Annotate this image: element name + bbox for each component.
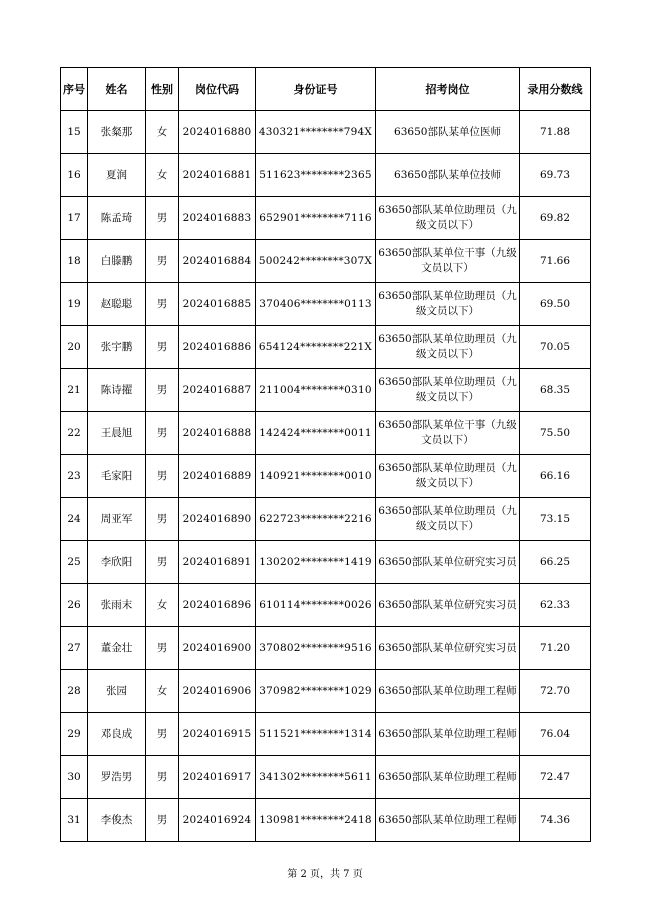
cell-index: 28 <box>61 670 88 713</box>
header-index: 序号 <box>61 68 88 111</box>
cell-post-code: 2024016917 <box>179 756 256 799</box>
cell-post-code: 2024016891 <box>179 541 256 584</box>
cell-index: 29 <box>61 713 88 756</box>
cell-index: 19 <box>61 283 88 326</box>
cell-score: 75.50 <box>520 412 591 455</box>
cell-index: 27 <box>61 627 88 670</box>
table-row <box>61 799 591 842</box>
header-post-code: 岗位代码 <box>179 68 256 111</box>
cell-id-number: 500242********307X <box>256 240 376 283</box>
cell-post: 63650部队某单位助理员（九级文员以下） <box>376 369 520 412</box>
cell-post: 63650部队某单位医师 <box>376 111 520 154</box>
page-footer: 第 2 页，共 7 页 <box>287 869 363 880</box>
cell-id-number: 652901********7116 <box>256 197 376 240</box>
cell-score: 71.20 <box>520 627 591 670</box>
cell-post: 63650部队某单位研究实习员 <box>376 584 520 627</box>
cell-name: 董金壮 <box>88 627 146 670</box>
cell-index: 31 <box>61 799 88 842</box>
cell-name: 王晨旭 <box>88 412 146 455</box>
cell-score: 69.73 <box>520 154 591 197</box>
table-row <box>61 713 591 756</box>
cell-gender: 女 <box>146 670 179 713</box>
cell-post: 63650部队某单位技师 <box>376 154 520 197</box>
cell-score: 70.05 <box>520 326 591 369</box>
cell-post: 63650部队某单位助理工程师 <box>376 713 520 756</box>
cell-post-code: 2024016880 <box>179 111 256 154</box>
cell-index: 25 <box>61 541 88 584</box>
table-row <box>61 369 591 412</box>
cell-index: 17 <box>61 197 88 240</box>
cell-post-code: 2024016887 <box>179 369 256 412</box>
cell-post-code: 2024016900 <box>179 627 256 670</box>
table-row <box>61 455 591 498</box>
cell-post-code: 2024016889 <box>179 455 256 498</box>
cell-gender: 男 <box>146 412 179 455</box>
table-row <box>61 756 591 799</box>
cell-index: 30 <box>61 756 88 799</box>
cell-name: 赵聪聪 <box>88 283 146 326</box>
cell-index: 24 <box>61 498 88 541</box>
cell-name: 白滕鹏 <box>88 240 146 283</box>
cell-post-code: 2024016884 <box>179 240 256 283</box>
cell-score: 66.25 <box>520 541 591 584</box>
cell-post-code: 2024016890 <box>179 498 256 541</box>
cell-id-number: 211004********0310 <box>256 369 376 412</box>
cell-id-number: 511623********2365 <box>256 154 376 197</box>
cell-id-number: 610114********0026 <box>256 584 376 627</box>
table-body <box>61 111 591 842</box>
cell-post: 63650部队某单位助理员（九级文员以下） <box>376 197 520 240</box>
cell-id-number: 370982********1029 <box>256 670 376 713</box>
cell-score: 69.50 <box>520 283 591 326</box>
cell-gender: 男 <box>146 240 179 283</box>
cell-id-number: 622723********2216 <box>256 498 376 541</box>
header-post: 招考岗位 <box>376 68 520 111</box>
cell-name: 陈孟琦 <box>88 197 146 240</box>
cell-gender: 女 <box>146 154 179 197</box>
cell-index: 26 <box>61 584 88 627</box>
cell-post-code: 2024016888 <box>179 412 256 455</box>
header-id-number: 身份证号 <box>256 68 376 111</box>
cell-id-number: 140921********0010 <box>256 455 376 498</box>
cell-gender: 男 <box>146 627 179 670</box>
cell-name: 罗浩男 <box>88 756 146 799</box>
cell-score: 71.88 <box>520 111 591 154</box>
cell-post: 63650部队某单位助理员（九级文员以下） <box>376 498 520 541</box>
cell-gender: 男 <box>146 756 179 799</box>
cell-name: 张雨末 <box>88 584 146 627</box>
header-name: 姓名 <box>88 68 146 111</box>
cell-post-code: 2024016906 <box>179 670 256 713</box>
cell-score: 62.33 <box>520 584 591 627</box>
table-row <box>61 541 591 584</box>
table-row <box>61 283 591 326</box>
table-row <box>61 498 591 541</box>
cell-score: 72.70 <box>520 670 591 713</box>
cell-name: 周亚军 <box>88 498 146 541</box>
cell-post: 63650部队某单位干事（九级文员以下） <box>376 412 520 455</box>
cell-post: 63650部队某单位助理员（九级文员以下） <box>376 283 520 326</box>
cell-index: 18 <box>61 240 88 283</box>
table-row <box>61 326 591 369</box>
cell-index: 20 <box>61 326 88 369</box>
cell-score: 71.66 <box>520 240 591 283</box>
table-row <box>61 627 591 670</box>
cell-gender: 男 <box>146 541 179 584</box>
admission-table <box>60 67 591 842</box>
cell-id-number: 430321********794X <box>256 111 376 154</box>
cell-id-number: 130981********2418 <box>256 799 376 842</box>
header-score: 录用分数线 <box>520 68 591 111</box>
table-row <box>61 197 591 240</box>
cell-post-code: 2024016915 <box>179 713 256 756</box>
cell-name: 夏润 <box>88 154 146 197</box>
cell-name: 张园 <box>88 670 146 713</box>
cell-name: 陈诗擢 <box>88 369 146 412</box>
cell-post: 63650部队某单位助理工程师 <box>376 756 520 799</box>
cell-gender: 男 <box>146 455 179 498</box>
cell-id-number: 370802********9516 <box>256 627 376 670</box>
cell-post-code: 2024016924 <box>179 799 256 842</box>
cell-gender: 男 <box>146 713 179 756</box>
cell-name: 邓良成 <box>88 713 146 756</box>
table-row <box>61 240 591 283</box>
cell-gender: 男 <box>146 498 179 541</box>
cell-post: 63650部队某单位干事（九级文员以下） <box>376 240 520 283</box>
cell-score: 74.36 <box>520 799 591 842</box>
cell-gender: 女 <box>146 111 179 154</box>
cell-post-code: 2024016886 <box>179 326 256 369</box>
cell-post: 63650部队某单位助理工程师 <box>376 799 520 842</box>
cell-id-number: 654124********221X <box>256 326 376 369</box>
cell-name: 李俊杰 <box>88 799 146 842</box>
header-row <box>61 68 591 111</box>
cell-name: 张宇鹏 <box>88 326 146 369</box>
cell-post-code: 2024016885 <box>179 283 256 326</box>
cell-score: 72.47 <box>520 756 591 799</box>
table-row <box>61 412 591 455</box>
table-row <box>61 111 591 154</box>
cell-score: 73.15 <box>520 498 591 541</box>
cell-gender: 男 <box>146 799 179 842</box>
cell-post: 63650部队某单位研究实习员 <box>376 541 520 584</box>
cell-post: 63650部队某单位助理工程师 <box>376 670 520 713</box>
cell-score: 66.16 <box>520 455 591 498</box>
cell-id-number: 511521********1314 <box>256 713 376 756</box>
cell-index: 16 <box>61 154 88 197</box>
cell-index: 22 <box>61 412 88 455</box>
cell-post: 63650部队某单位助理员（九级文员以下） <box>376 455 520 498</box>
table-row <box>61 584 591 627</box>
cell-gender: 男 <box>146 326 179 369</box>
cell-gender: 男 <box>146 369 179 412</box>
cell-post: 63650部队某单位助理员（九级文员以下） <box>376 326 520 369</box>
cell-post: 63650部队某单位研究实习员 <box>376 627 520 670</box>
cell-post-code: 2024016881 <box>179 154 256 197</box>
cell-id-number: 130202********1419 <box>256 541 376 584</box>
cell-id-number: 370406********0113 <box>256 283 376 326</box>
cell-id-number: 341302********5611 <box>256 756 376 799</box>
cell-post-code: 2024016883 <box>179 197 256 240</box>
cell-post-code: 2024016896 <box>179 584 256 627</box>
cell-score: 69.82 <box>520 197 591 240</box>
cell-name: 毛家阳 <box>88 455 146 498</box>
cell-gender: 男 <box>146 283 179 326</box>
cell-gender: 男 <box>146 197 179 240</box>
table-row <box>61 154 591 197</box>
cell-name: 张粲那 <box>88 111 146 154</box>
cell-index: 23 <box>61 455 88 498</box>
table-row <box>61 670 591 713</box>
header-gender: 性别 <box>146 68 179 111</box>
cell-name: 李欣阳 <box>88 541 146 584</box>
cell-score: 68.35 <box>520 369 591 412</box>
cell-index: 15 <box>61 111 88 154</box>
cell-score: 76.04 <box>520 713 591 756</box>
cell-index: 21 <box>61 369 88 412</box>
cell-gender: 女 <box>146 584 179 627</box>
cell-id-number: 142424********0011 <box>256 412 376 455</box>
